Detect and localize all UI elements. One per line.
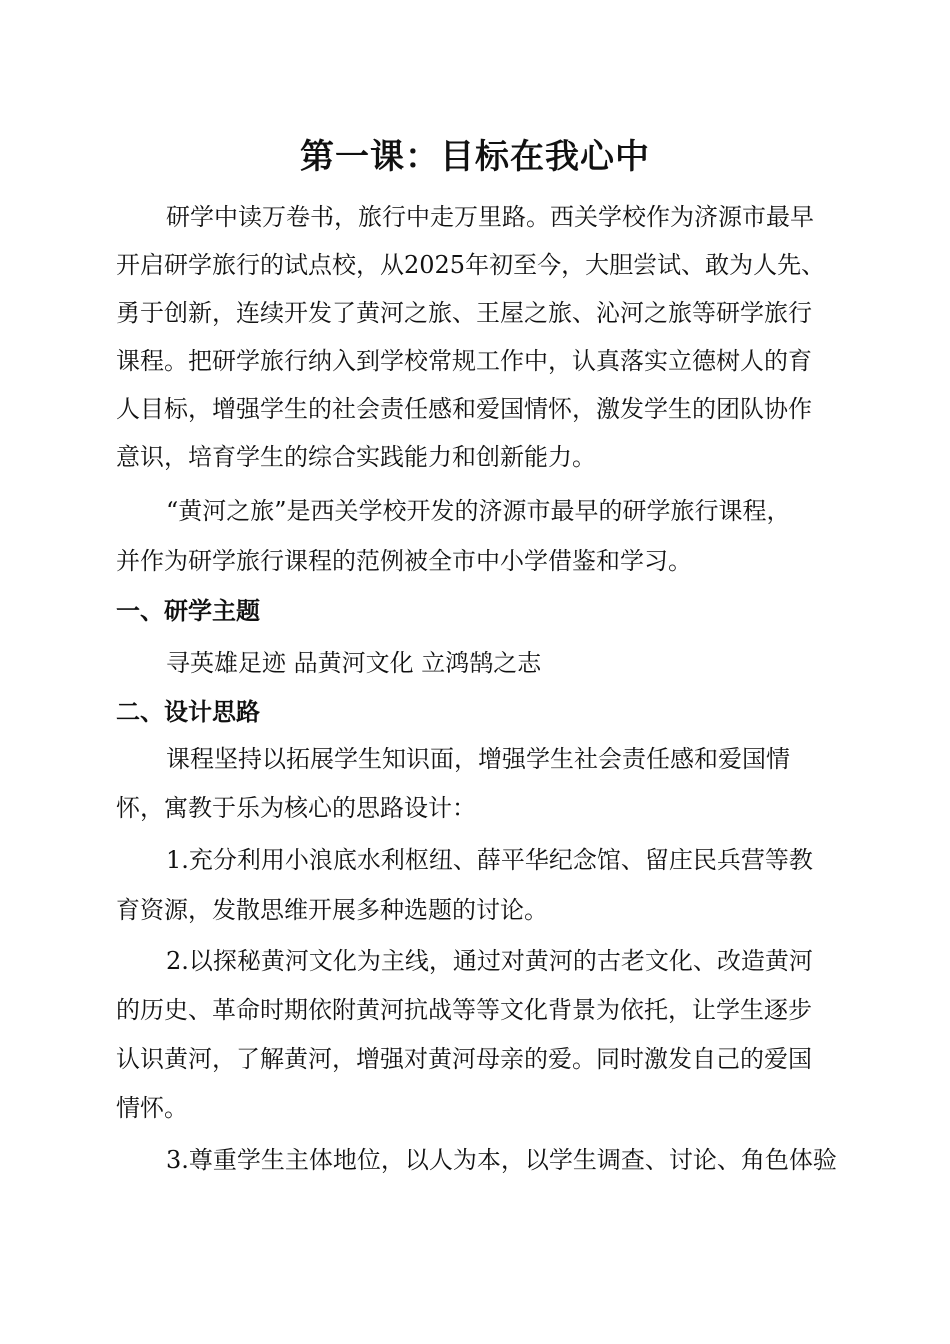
paragraph-line: 意识，培育学生的综合实践能力和创新能力。 (116, 443, 596, 471)
paragraph-line: 课程坚持以拓展学生知识面，增强学生社会责任感和爱国情 (166, 745, 790, 773)
list-item-line: 情怀。 (116, 1094, 188, 1122)
paragraph-line: 并作为研学旅行课程的范例被全市中小学借鉴和学习。 (116, 547, 692, 575)
list-item-line: 育资源，发散思维开展多种选题的讨论。 (116, 896, 548, 924)
paragraph-line: 课程。把研学旅行纳入到学校常规工作中，认真落实立德树人的育 (116, 347, 812, 375)
list-item-line: 2.以探秘黄河文化为主线，通过对黄河的古老文化、改造黄河 (166, 947, 813, 975)
section-heading: 一、研学主题 (116, 597, 260, 625)
paragraph-line: 研学中读万卷书，旅行中走万里路。西关学校作为济源市最早 (166, 203, 814, 231)
page-title: 第一课：目标在我心中 (300, 137, 650, 177)
list-item-line: 1.充分利用小浪底水利枢纽、薛平华纪念馆、留庄民兵营等教 (166, 846, 813, 874)
paragraph-line: 开启研学旅行的试点校，从2025年初至今，大胆尝试、敢为人先、 (116, 251, 826, 279)
paragraph-line: “黄河之旅”是西关学校开发的济源市最早的研学旅行课程， (166, 497, 791, 525)
paragraph-line: 勇于创新，连续开发了黄河之旅、王屋之旅、沁河之旅等研学旅行 (116, 299, 812, 327)
paragraph-line: 人目标，增强学生的社会责任感和爱国情怀，激发学生的团队协作 (116, 395, 812, 423)
list-item-line: 认识黄河，了解黄河，增强对黄河母亲的爱。同时激发自己的爱国 (116, 1045, 812, 1073)
theme-line: 寻英雄足迹 品黄河文化 立鸿鹄之志 (166, 649, 542, 677)
list-item-line: 的历史、革命时期依附黄河抗战等等文化背景为依托，让学生逐步 (116, 996, 812, 1024)
section-heading: 二、设计思路 (116, 698, 260, 726)
paragraph-line: 怀，寓教于乐为核心的思路设计： (116, 794, 476, 822)
list-item-line: 3.尊重学生主体地位，以人为本，以学生调查、讨论、角色体验 (166, 1146, 837, 1174)
